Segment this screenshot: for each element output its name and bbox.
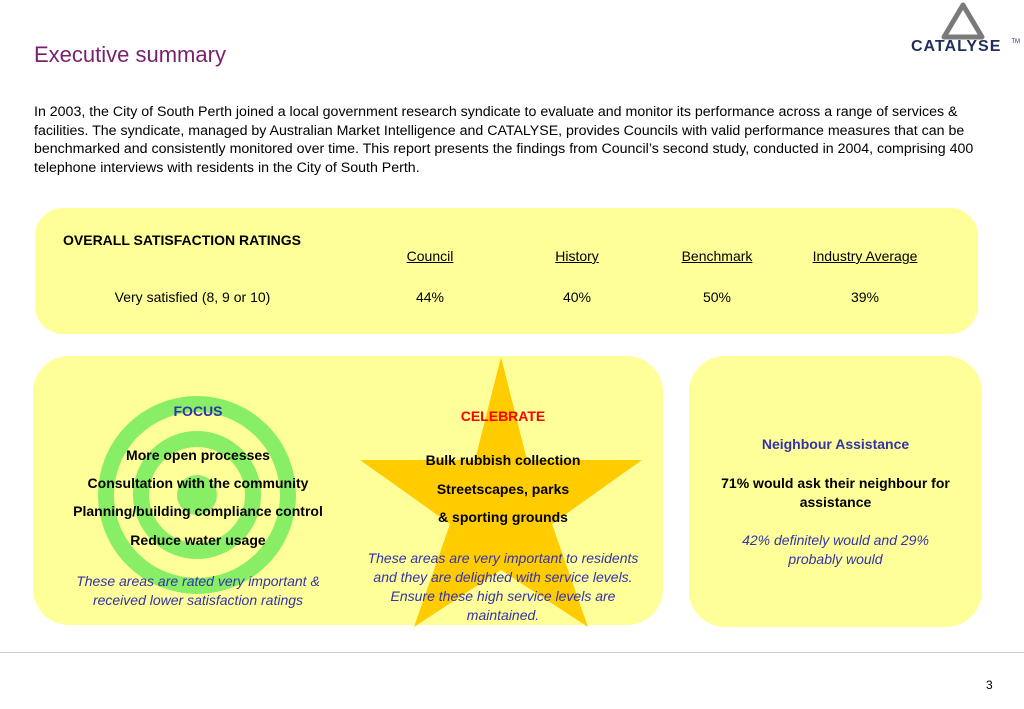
neighbour-main-stat: 71% would ask their neighbour for assistance [721,475,950,510]
column-header-council: Council [406,248,454,264]
ratings-heading: OVERALL SATISFACTION RATINGS [63,232,302,248]
column-header-history: History [555,248,599,264]
row-label-very-satisfied: Very satisfied (8, 9 or 10) [114,289,271,305]
focus-item: Planning/building compliance control [73,503,323,519]
catalyse-logo [905,2,1020,62]
satisfaction-ratings-panel [35,208,978,334]
focus-item: Reduce water usage [130,532,266,548]
target-icon [97,395,297,595]
focus-note: These areas are rated very important & received lower satisfaction ratings [76,573,320,608]
celebrate-item: Bulk rubbish collection [425,452,581,468]
page-title: Executive summary [34,42,226,67]
footer-divider [0,652,1024,653]
neighbour-heading: Neighbour Assistance [761,436,910,452]
celebrate-note: These areas are very important to residents and they are delighted with service levels. Ensure these high service levels are maintained. [367,550,639,623]
value-council: 44% [415,289,445,305]
value-history: 40% [562,289,592,305]
column-header-industry-average: Industry Average [812,248,918,264]
focus-heading: FOCUS [173,403,223,419]
celebrate-item: Streetscapes, parks [436,481,570,497]
focus-item: Consultation with the community [87,475,309,491]
page-number: 3 [986,678,993,692]
celebrate-item: & sporting grounds [438,509,568,525]
triangle-logo-icon [905,2,1020,42]
column-header-benchmark: Benchmark [681,248,753,264]
neighbour-assistance-panel [689,356,982,627]
neighbour-detail: 42% definitely would and 29% probably would [742,532,929,567]
logo-trademark: TM [1011,39,1020,45]
celebrate-heading: CELEBRATE [460,408,546,424]
value-benchmark: 50% [702,289,732,305]
intro-paragraph: In 2003, the City of South Perth joined a local government research syndicate to evaluate and monitor its performance across a range of services & facilities. The syndicate, managed by Australian Market Intelligence and CATALYSE, provides Councils with valid performance measures that can be benchmarked and consistently monitored over time. This report presents the findings from Council’s second study, conducted in 2004, comprising 400 telephone interviews with residents in the City of South Perth. [34,104,974,176]
focus-item: More open processes [126,447,270,463]
value-industry-average: 39% [850,289,880,305]
logo-wordmark: CATALYSE [911,38,1002,55]
